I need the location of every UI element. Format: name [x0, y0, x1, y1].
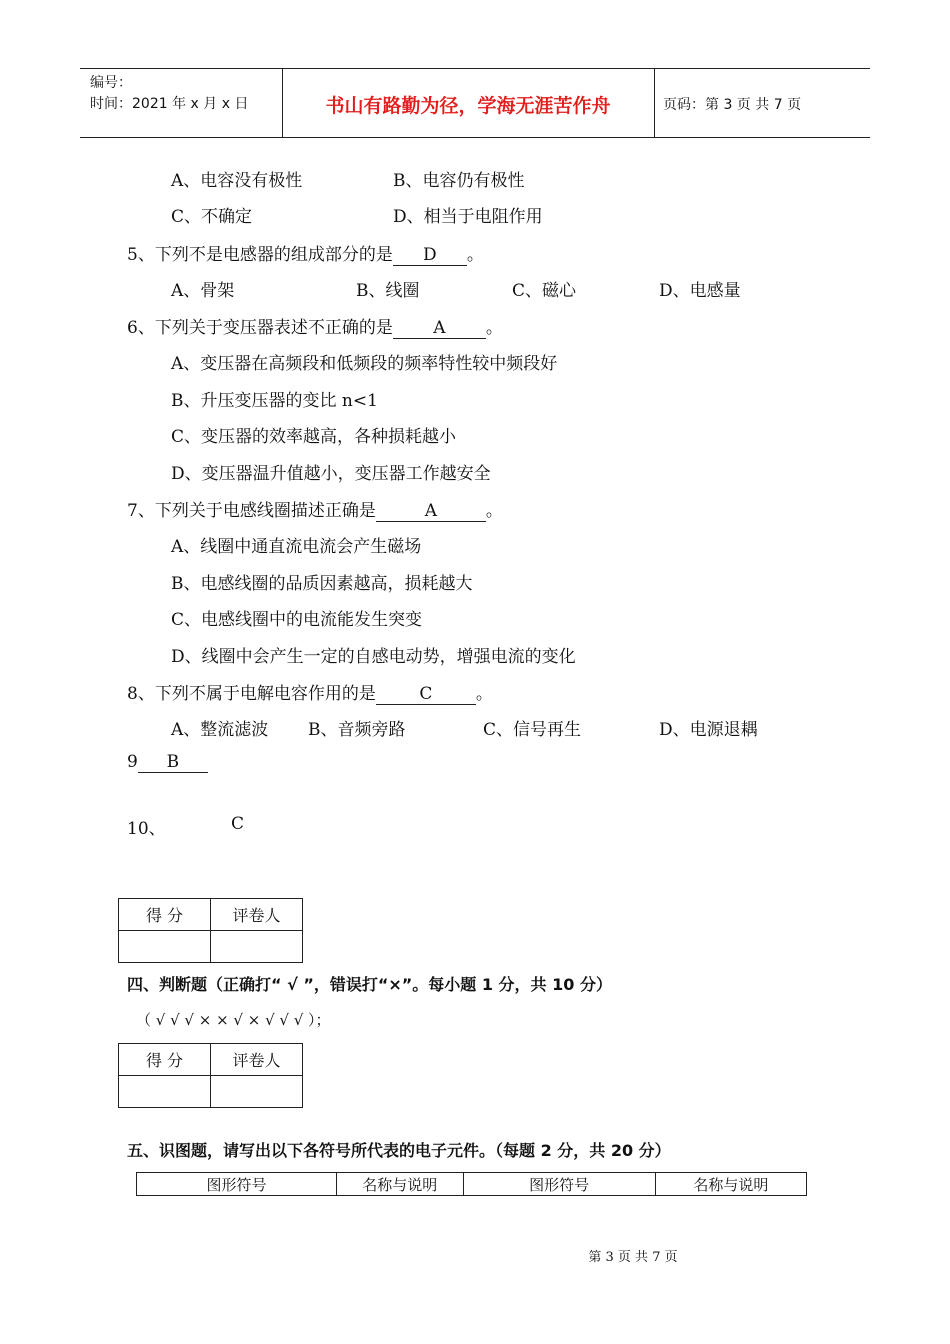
q7-answer: A [376, 501, 486, 522]
score-cell [119, 931, 211, 963]
q6-option-a: A、变压器在高频段和低频段的频率特性较中频段好 [171, 354, 558, 374]
q4-option-c: C、不确定 [171, 207, 253, 227]
section4-title: 四、判断题（正确打“ √ ”，错误打“×”。每小题 1 分，共 10 分） [127, 975, 612, 994]
header-time: 时间：2021 年 x 月 x 日 [90, 96, 249, 112]
q5-option-c: C、磁心 [512, 281, 577, 301]
q8-option-b: B、音频旁路 [308, 720, 406, 740]
q7-stem-end: 。 [485, 501, 503, 521]
q5-stem-text: 5、下列不是电感器的组成部分的是 [127, 245, 393, 265]
q6-stem-end: 。 [485, 318, 503, 338]
section5-title: 五、识图题，请写出以下各符号所代表的电子元件。（每题 2 分，共 20 分） [127, 1141, 671, 1160]
q6-answer: A [393, 318, 486, 339]
header-number: 编号： [90, 75, 132, 91]
q4-option-d: D、相当于电阻作用 [393, 207, 543, 227]
q8-stem-text: 8、下列不属于电解电容作用的是 [127, 684, 376, 704]
grader-cell [211, 931, 303, 963]
symbol-table-header: 图形符号 [137, 1173, 337, 1196]
q7-option-a: A、线圈中通直流电流会产生磁场 [171, 537, 422, 557]
score-table [118, 898, 303, 963]
grader-cell [211, 1076, 303, 1108]
score-table [118, 1043, 303, 1108]
q5-option-a: A、骨架 [171, 281, 235, 301]
q6-stem [127, 313, 503, 339]
q6-stem-text: 6、下列关于变压器表述不正确的是 [127, 318, 393, 338]
header-motto: 书山有路勤为径，学海无涯苦作舟 [325, 95, 611, 117]
q8-stem-end: 。 [475, 684, 493, 704]
q8-option-d: D、电源退耦 [659, 720, 758, 740]
q7-stem [127, 496, 503, 522]
q5-stem [127, 240, 484, 266]
q6-option-c: C、变压器的效率越高，各种损耗越小 [171, 427, 457, 447]
grader-label: 评卷人 [211, 1044, 303, 1076]
q8-option-a: A、整流滤波 [171, 720, 269, 740]
q6-option-b: B、升压变压器的变比 n<1 [171, 391, 378, 411]
section4-answers: （ √ √ √ × × √ × √ √ √ ）； [136, 1011, 331, 1029]
score-label: 得 分 [119, 1044, 211, 1076]
symbol-table-header: 名称与说明 [655, 1173, 806, 1196]
q7-stem-text: 7、下列关于电感线圈描述正确是 [127, 501, 376, 521]
page-header [80, 68, 870, 138]
q7-option-b: B、电感线圈的品质因素越高，损耗越大 [171, 574, 473, 594]
score-cell [119, 1076, 211, 1108]
q8-answer: C [376, 684, 476, 705]
q5-option-b: B、线圈 [356, 281, 420, 301]
q4-option-a: A、电容没有极性 [171, 171, 303, 191]
q9-answer: B [138, 752, 208, 773]
header-divider [654, 69, 655, 137]
q7-option-d: D、线圈中会产生一定的自感电动势，增强电流的变化 [171, 647, 576, 667]
q5-answer: D [393, 245, 467, 266]
symbol-table-header: 图形符号 [463, 1173, 655, 1196]
symbol-table [136, 1172, 807, 1196]
q8-option-c: C、信号再生 [483, 720, 582, 740]
q4-option-b: B、电容仍有极性 [393, 171, 525, 191]
q9-number: 9 [127, 752, 138, 772]
q10-answer: C [231, 814, 245, 834]
score-label: 得 分 [119, 899, 211, 931]
q10-number: 10、 [127, 819, 166, 839]
q8-stem [127, 679, 493, 705]
q7-option-c: C、电感线圈中的电流能发生突变 [171, 610, 423, 630]
symbol-table-header: 名称与说明 [337, 1173, 463, 1196]
header-page-info: 页码：第 3 页 共 7 页 [663, 97, 802, 113]
grader-label: 评卷人 [211, 899, 303, 931]
page-footer: 第 3 页 共 7 页 [588, 1250, 678, 1265]
q5-option-d: D、电感量 [659, 281, 741, 301]
q6-option-d: D、变压器温升值越小，变压器工作越安全 [171, 464, 491, 484]
q5-stem-end: 。 [466, 245, 484, 265]
header-meta [90, 73, 248, 115]
q9 [127, 752, 208, 773]
